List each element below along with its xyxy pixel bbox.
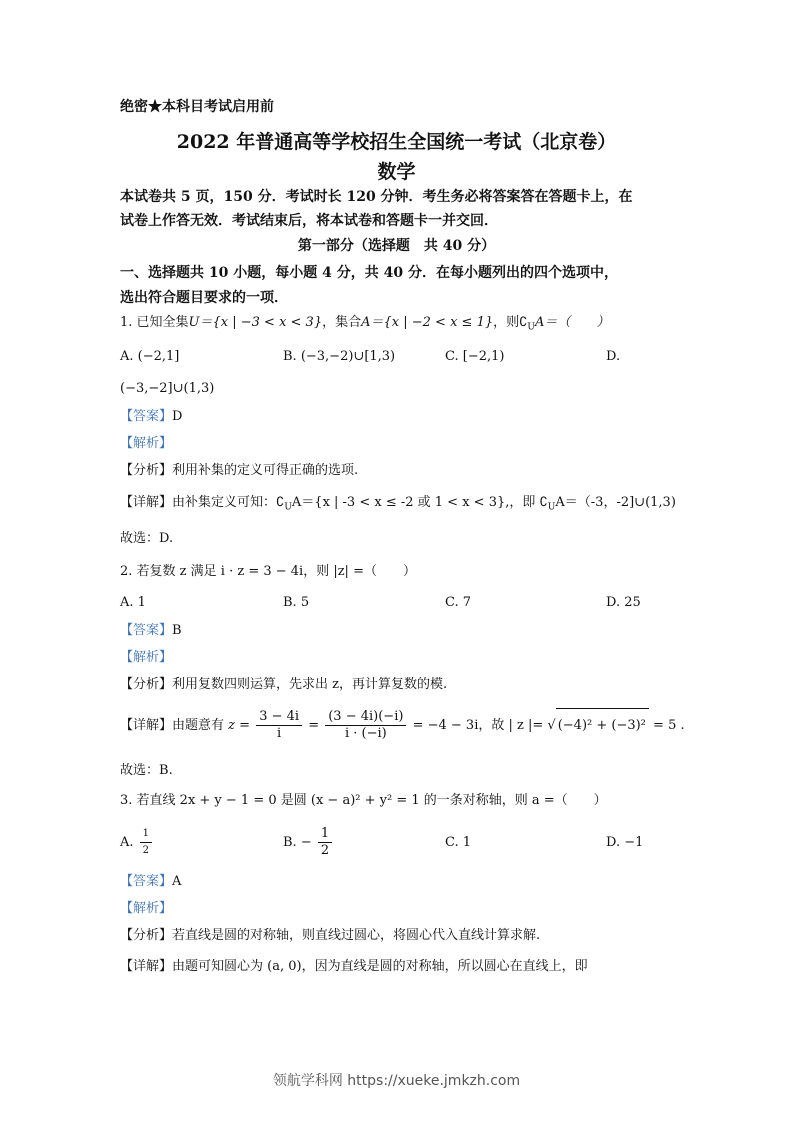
q1-option-b: B. (−3,−2)∪[1,3) (283, 349, 396, 364)
intro-line-2: 试卷上作答无效．考试结束后，将本试卷和答题卡一并交回． (120, 213, 498, 229)
q1-fenxi: 【分析】利用补集的定义可得正确的选项. (120, 463, 359, 478)
q3-option-c: C. 1 (445, 835, 472, 850)
q2-option-c: C. 7 (445, 595, 472, 610)
intro-line-1: 本试卷共 5 页，150 分．考试时长 120 分钟．考生务必将答案答在答题卡上，在 (120, 189, 633, 205)
q3-option-d: D. −1 (606, 835, 644, 850)
part-heading: 第一部分（选择题 共 40 分） (297, 238, 496, 254)
fraction: $\frac{3 - 4i}{i}$ (256, 709, 302, 742)
q3-option-a: A. $\frac{1}{2}$ (120, 826, 154, 859)
q1-answer: 【答案】D (120, 409, 183, 424)
q2-answer: 【答案】B (120, 623, 182, 638)
subject-title: 数学 (377, 161, 416, 183)
q3-answer: 【答案】A (120, 874, 182, 889)
q2-option-b: B. 5 (283, 595, 310, 610)
q3-fenxi: 【分析】若直线是圆的对称轴，则直线过圆心，将圆心代入直线计算求解. (120, 928, 541, 943)
q1-conclusion: 故选：D. (120, 531, 174, 546)
q3-option-b: B. − $\frac{1}{2}$ (283, 826, 334, 859)
q1-detail: 【详解】由补集定义可知：$∁_UA=\{x$ | -3 < x ≤ -2 或 1 < x < 3},，即 $∁_UA=(-3$，-2]∪(1,3) (120, 495, 676, 513)
q2-analysis-label: 【解析】 (120, 650, 173, 665)
fraction: $\frac{(3 - 4i)(-i)}{i \cdot (-i)}$ (325, 709, 406, 742)
q2-option-d: D. 25 (606, 595, 641, 610)
q1-option-d-label: D. (606, 349, 621, 364)
q3-stem: 3. 若直线 2x + y − 1 = 0 是圆 (x − a)² + y² = 1 的一条对称轴，则 a =（ ） (120, 793, 607, 808)
confidential-note: 绝密★本科目考试启用前 (120, 99, 274, 115)
q1-option-c: C. [−2,1) (445, 349, 505, 364)
q2-fenxi: 【分析】利用复数四则运算，先求出 z，再计算复数的模. (120, 677, 448, 692)
footer-watermark: 领航学科网 https://xueke.jmkzh.com (272, 1073, 521, 1089)
exam-title: 2022 年普通高等学校招生全国统一考试（北京卷） (176, 131, 617, 153)
q3-analysis-label: 【解析】 (120, 901, 173, 916)
q1-analysis-label: 【解析】 (120, 436, 173, 451)
q2-option-a: A. 1 (120, 595, 146, 610)
section-heading-2: 选出符合题目要求的一项． (120, 290, 288, 306)
q1-option-a: A. (−2,1] (120, 349, 180, 364)
q1-option-d: (−3,−2]∪(1,3) (120, 381, 215, 396)
q3-detail: 【详解】由题可知圆心为 (a, 0)，因为直线是圆的对称轴，所以圆心在直线上，即 (120, 959, 588, 974)
section-heading-1: 一、选择题共 10 小题，每小题 4 分，共 40 分．在每小题列出的四个选项中， (120, 265, 618, 281)
q2-detail: 【详解】由题意有 z = $\frac{3 - 4i}{i}$ = $\frac{(3 - 4i)(-i)}{i \cdot (-i)}$ = −4 − 3i，故 | z |= √ (−4)² + (−3)² = 5 . (120, 709, 685, 741)
q1-stem: 1. 已知全集U＝{x | −3 < x < 3}，集合A＝{x | −2 < x ≤ 1}，则$∁_UA=$（ ） (120, 315, 610, 333)
q2-stem: 2. 若复数 z 满足 i · z = 3 − 4i，则 |z| =（ ） (120, 564, 416, 579)
q2-conclusion: 故选：B. (120, 763, 173, 778)
